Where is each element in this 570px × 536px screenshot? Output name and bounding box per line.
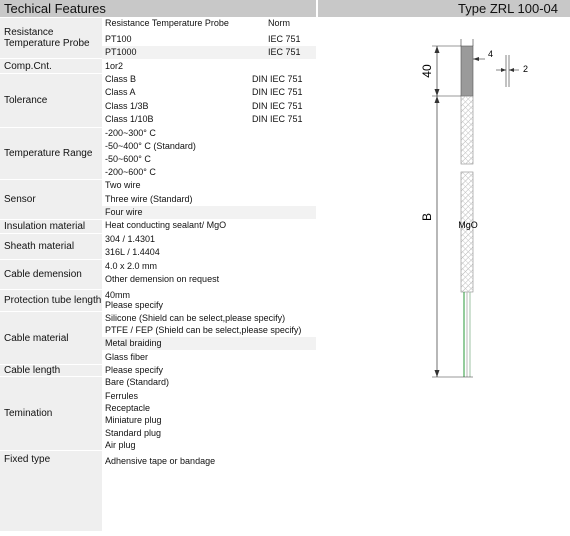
value-row: Bare (Standard) xyxy=(105,377,170,387)
label-sheath: Sheath material xyxy=(0,233,102,259)
label-comp-cnt: Comp.Cnt. xyxy=(0,58,102,73)
value-row: PTFE / FEP (Shield can be select,please specify) xyxy=(105,325,302,335)
value-row: Air plug xyxy=(105,440,136,450)
header-technical-features: Techical Features xyxy=(0,0,316,17)
value-row: Class 1/10B DIN IEC 751 xyxy=(105,114,303,124)
value-row: Four wire xyxy=(102,206,316,219)
value-row: Adhensive tape or bandage xyxy=(105,456,216,466)
probe-tip xyxy=(461,46,473,96)
value-row: Three wire (Standard) xyxy=(105,194,193,204)
dim-2-label: 2 xyxy=(523,64,529,74)
value-row: Class A DIN IEC 751 xyxy=(105,87,303,97)
value-row: Miniature plug xyxy=(105,415,162,425)
value-row: Please specify xyxy=(105,300,164,310)
value-row: Please specify xyxy=(105,365,164,375)
value-row: -200~300° C xyxy=(105,128,156,138)
value-row: Resistance Temperature Probe Norm xyxy=(105,18,290,28)
value-row: Standard plug xyxy=(105,428,162,438)
label-temperature-range: Temperature Range xyxy=(0,127,102,179)
header-type: Type ZRL 100-04 xyxy=(318,0,570,17)
value-row: Other demension on request xyxy=(105,274,220,284)
dim-b-arrow-bottom xyxy=(435,370,440,377)
probe-drawing xyxy=(318,17,570,531)
cable-upper-crosshatch xyxy=(461,96,473,164)
label-cable-length: Cable length xyxy=(0,364,102,376)
value-row: 4.0 x 2.0 mm xyxy=(105,261,158,271)
label-sensor: Sensor xyxy=(0,179,102,219)
value-row: Two wire xyxy=(105,180,141,190)
value-row: -50~600° C xyxy=(105,154,151,164)
value-row: Silicone (Shield can be select,please specify) xyxy=(105,313,286,323)
dim-4-arrow xyxy=(473,57,479,61)
dim-40-arrow-top xyxy=(435,46,440,53)
mgo-label: MgO xyxy=(458,220,478,230)
dim-4-label: 4 xyxy=(488,49,494,59)
value-row: Ferrules xyxy=(105,391,139,401)
label-fixed-type: Fixed type xyxy=(0,450,102,468)
dim-b-arrow-top xyxy=(435,96,440,103)
value-row: -50~400° C (Standard) xyxy=(105,141,196,151)
value-row: 316L / 1.4404 xyxy=(105,247,160,257)
value-row: 304 / 1.4301 xyxy=(105,234,156,244)
label-resistance: Resistance Temperature Probe xyxy=(0,17,102,58)
value-row: Class B DIN IEC 751 xyxy=(105,74,303,84)
value-row: Glass fiber xyxy=(105,352,149,362)
dim-2-arrow-right xyxy=(509,68,514,72)
value-row: PT100 IEC 751 xyxy=(105,34,301,44)
value-row: 1or2 xyxy=(105,61,124,71)
value-row: PT1000 IEC 751 xyxy=(102,46,316,59)
label-termination: Temination xyxy=(0,376,102,450)
label-insulation: Insulation material xyxy=(0,219,102,233)
dim-b-label: B xyxy=(420,212,434,222)
label-protection-tube: Protection tube length xyxy=(0,289,102,311)
dim-40-arrow-bottom xyxy=(435,89,440,96)
value-row: Metal braiding xyxy=(102,337,316,350)
label-cable-material: Cable material xyxy=(0,311,102,364)
dim-40-label: 40 xyxy=(420,64,434,78)
value-row: 40mm xyxy=(105,290,131,300)
probe-drawing-svg xyxy=(318,17,570,531)
dim-2-arrow-left xyxy=(501,68,506,72)
value-row: -200~600° C xyxy=(105,167,156,177)
value-row: Receptacle xyxy=(105,403,151,413)
value-row: Class 1/3B DIN IEC 751 xyxy=(105,101,303,111)
value-row: Heat conducting sealant/ MgO xyxy=(105,220,227,230)
cable-lower-crosshatch xyxy=(461,172,473,292)
label-tolerance: Tolerance xyxy=(0,73,102,127)
label-cable-dimension: Cable demension xyxy=(0,259,102,289)
